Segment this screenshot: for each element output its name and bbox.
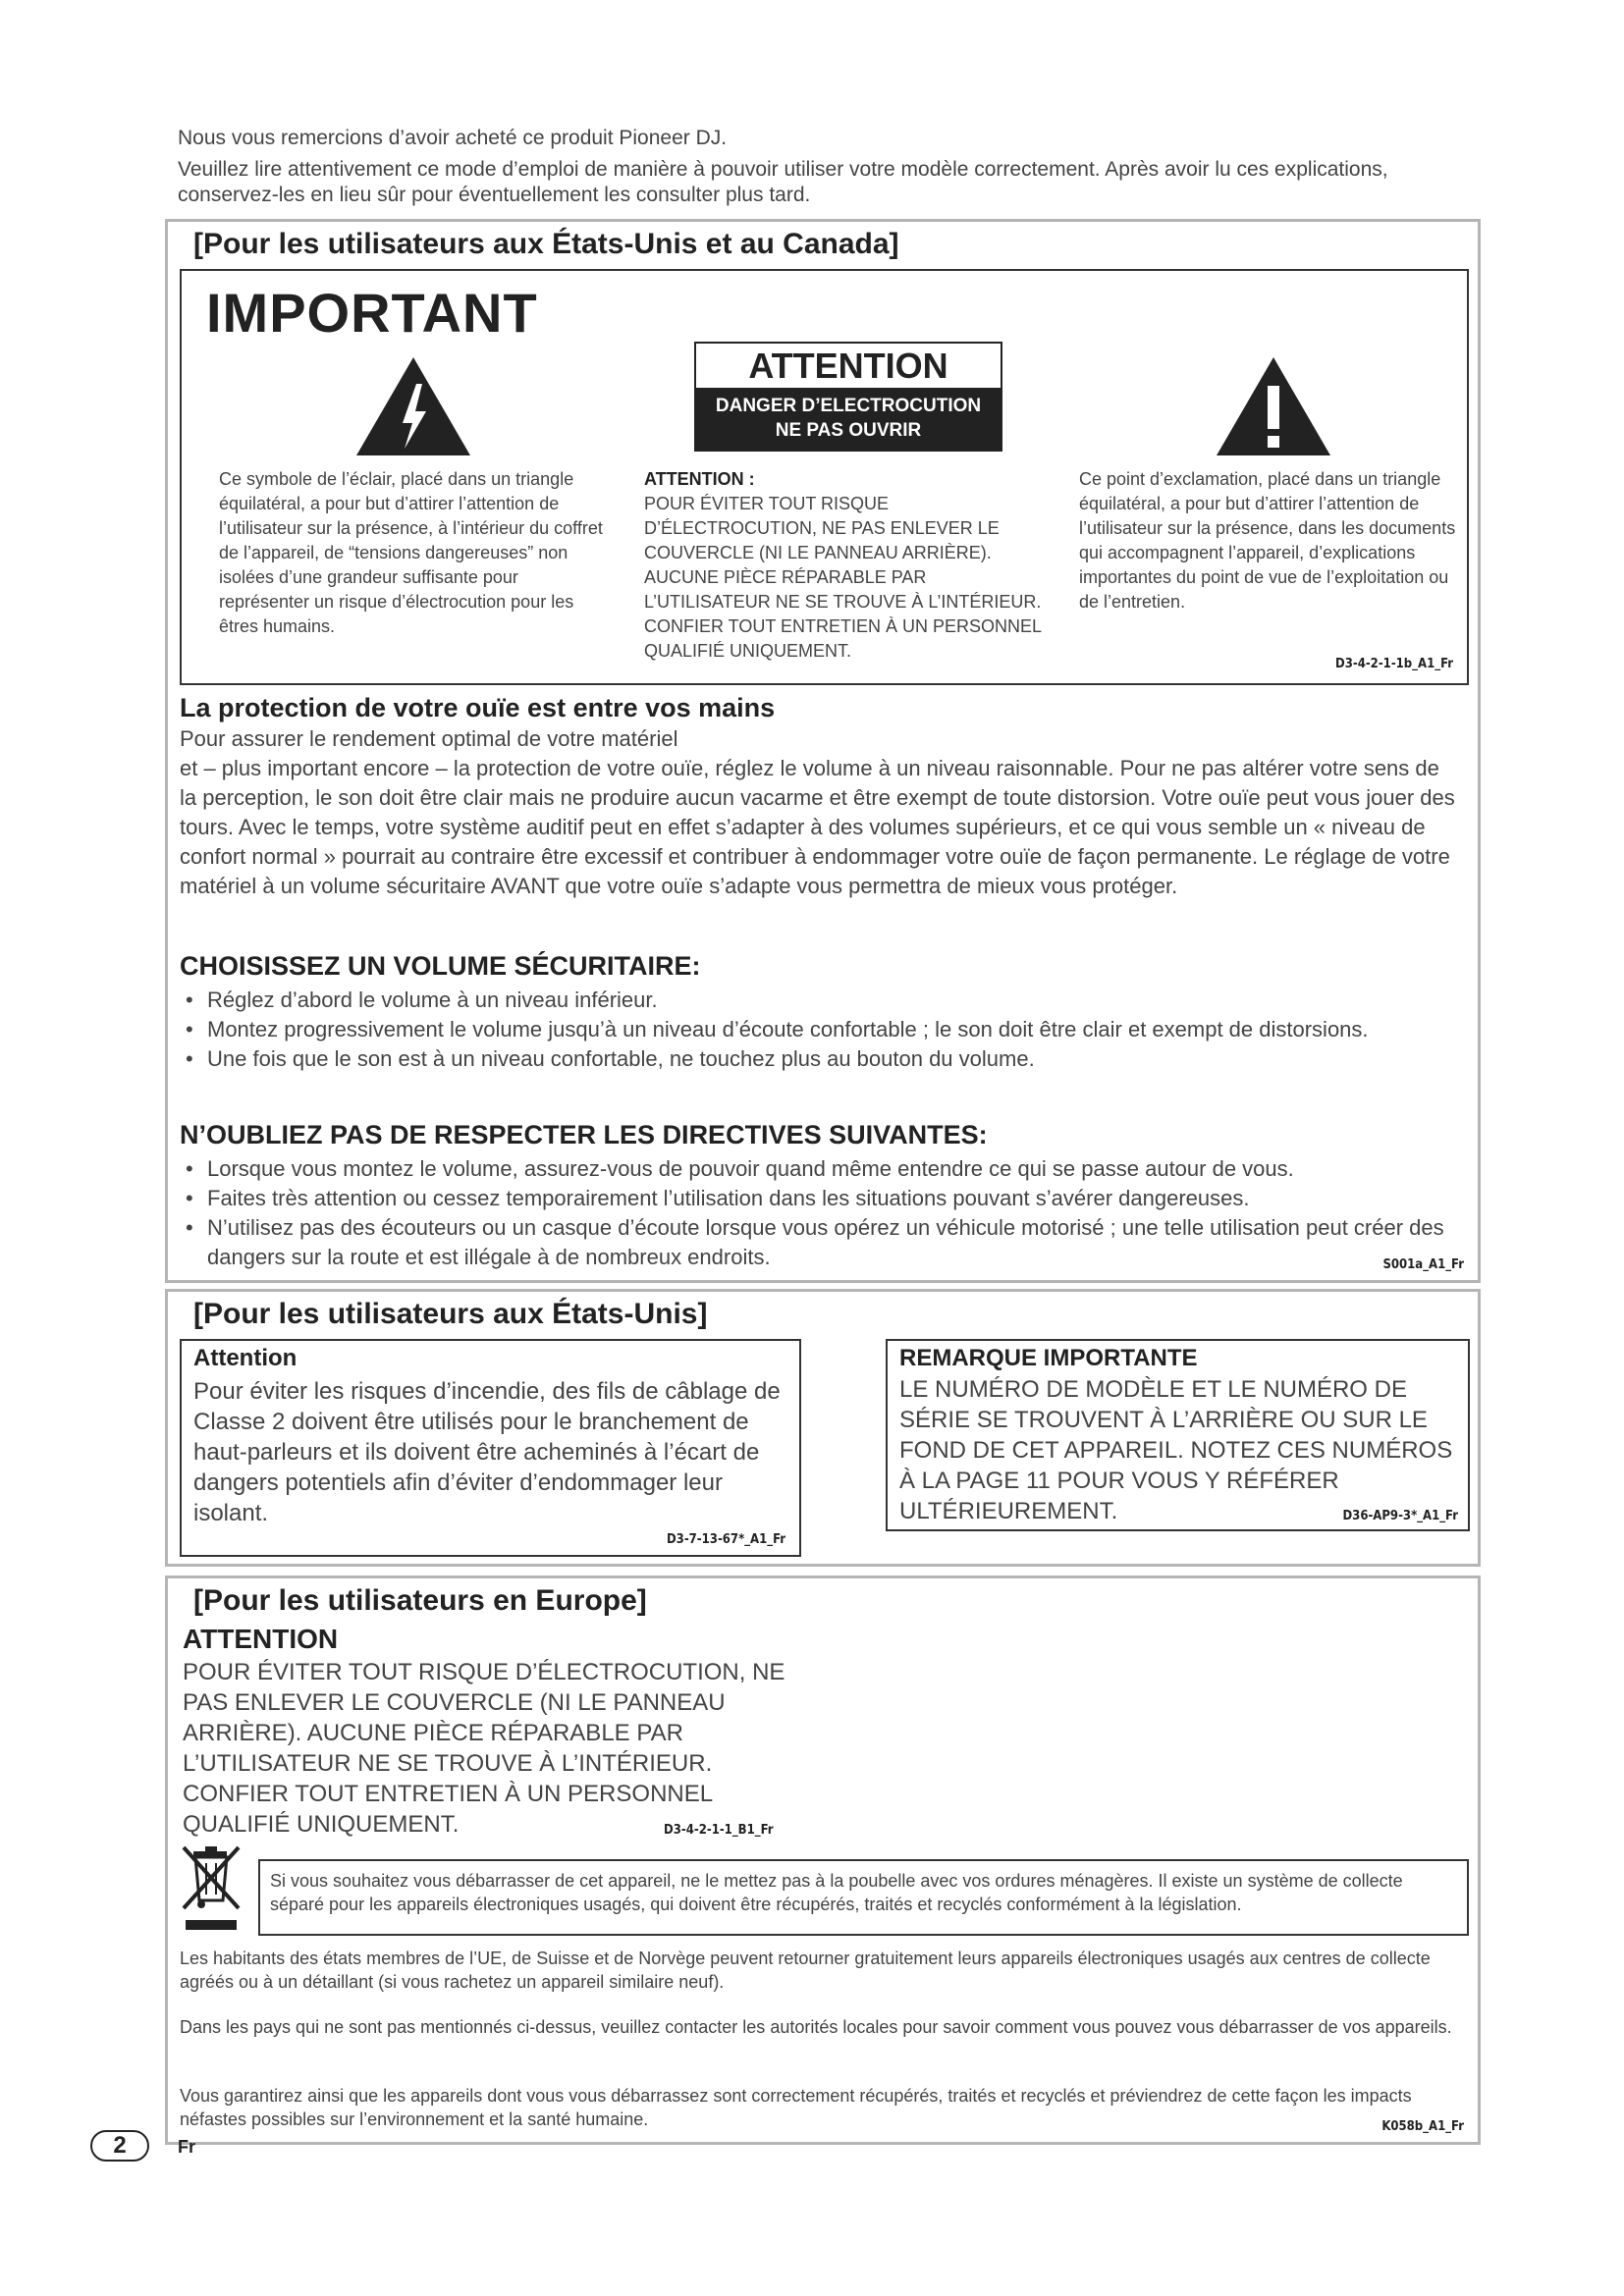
rules-title: N’OUBLIEZ PAS DE RESPECTER LES DIRECTIVES SUIVANTES: [180, 1120, 988, 1149]
exclamation-warning-icon [1214, 354, 1333, 458]
section-title-us: [Pour les utilisateurs aux États-Unis] [193, 1298, 708, 1330]
language-code: Fr [178, 2137, 195, 2157]
ref-code: S001a_A1_Fr [1382, 1257, 1464, 1272]
crossed-bin-icon [180, 1843, 243, 1932]
hearing-text: Pour assurer le rendement optimal de votre matériel et – plus important encore – la protection de votre ouïe, réglez le volume à un niveau raisonnable. Pour ne pas altérer votre sens de la perception, le son doit être clair mais ne produire aucun vacarme et être exempt de toute distorsion. Votre ouïe peut vous jouer des tours. Avec le temps, votre système auditif peut en effet s’adapter à des volumes supérieurs, et ce qui vous semble un « niveau de confort normal » pourrait au contraire être excessif et contribuer à endommager votre ouïe de façon permanente. Le réglage de votre matériel à un volume sécuritaire AVANT que votre ouïe s’adapte vous permettra de mieux vous protéger. [180, 726, 1455, 898]
section-title-us-canada: [Pour les utilisateurs aux États-Unis et au Canada] [193, 228, 899, 260]
ref-code: D36-AP9-3*_A1_Fr [1342, 1509, 1458, 1523]
section-us-canada [165, 219, 1481, 1283]
intro-line-2: Veuillez lire attentivement ce mode d’emploi de manière à pouvoir utiliser votre modèle correctement. Après avoir lu ces explications, conservez-les en lieu sûr pour éventuellement les consulter plus tard. [178, 158, 1388, 206]
europe-paragraph-2: Dans les pays qui ne sont pas mentionnés ci-dessus, veuillez contacter les autorités locales pour savoir comment vous pouvez vous débarrasser de vos appareils. [180, 2017, 1452, 2037]
attention-description [644, 467, 1042, 664]
attention-label-head: ATTENTION [748, 346, 948, 386]
intro-line-1: Nous vous remercions d’avoir acheté ce produit Pioneer DJ. [178, 127, 728, 149]
weee-notice-box [258, 1859, 1469, 1936]
attention-description-text: POUR ÉVITER TOUT RISQUE D’ÉLECTROCUTION, NE PAS ENLEVER LE COUVERCLE (NI LE PANNEAU ARRIÈRE). AUCUNE PIÈCE RÉPARABLE PAR L’UTILISATEUR NE SE TROUVE À L’INTÉRIEUR. CONFIER TOUT ENTRETIEN À UN PERSONNEL QUALIFIÉ UNIQUEMENT. [644, 494, 1042, 661]
important-box [180, 269, 1469, 685]
lightning-warning-icon [353, 354, 473, 458]
attention-description-head: ATTENTION : [644, 469, 755, 489]
exclamation-description: Ce point d’exclamation, placé dans un triangle équilatéral, a pour but d’attirer l’attention de l’utilisateur sur la présence, dans les documents qui accompagnent l’appareil, d’explications importantes du point de vue de l’exploitation ou de l’entretien. [1079, 469, 1456, 612]
important-note-box [886, 1339, 1470, 1531]
important-note-text: LE NUMÉRO DE MODÈLE ET LE NUMÉRO DE SÉRIE SE TROUVENT À L’ARRIÈRE OU SUR LE FOND DE CET APPAREIL. NOTEZ CES NUMÉROS À LA PAGE 11 POUR VOUS Y RÉFÉRER ULTÉRIEUREMENT. [899, 1376, 1453, 1524]
ref-code: D3-7-13-67*_A1_Fr [666, 1532, 785, 1547]
europe-paragraph-3: Vous garantirez ainsi que les appareils dont vous vous débarrassez sont correctement récupérés, traités et recyclés et préviendrez de cette façon les impacts néfastes possibles sur l’environnement et la santé humaine. [180, 2086, 1412, 2129]
weee-notice-text: Si vous souhaitez vous débarrasser de cet appareil, ne le mettez pas à la poubelle avec vos ordures ménagères. Il existe un système de collecte séparé pour les appareils électroniques usagés, qui doivent être récupérés, traités et recyclés conformément à la législation. [270, 1871, 1403, 1914]
ref-code: K058b_A1_Fr [1381, 2119, 1464, 2134]
rules-list [180, 1154, 1461, 1272]
attention-label-line-1: DANGER D’ELECTROCUTION [715, 396, 982, 416]
list-item: • Une fois que le son est à un niveau confortable, ne touchez plus au bouton du volume. [180, 1044, 1461, 1074]
attention-label-dark [696, 388, 1001, 450]
safe-volume-title: CHOISISSEZ UN VOLUME SÉCURITAIRE: [180, 951, 701, 981]
attention-label [694, 342, 1002, 452]
list-item: • N’utilisez pas des écouteurs ou un casque d’écoute lorsque vous opérez un véhicule motorisé ; une telle utilisation peut créer des dangers sur la route et est illégale à de nombreux endroits. [180, 1213, 1461, 1272]
europe-attention-head: ATTENTION [183, 1624, 339, 1654]
list-item: • Lorsque vous montez le volume, assurez-vous de pouvoir quand même entendre ce qui se passe autour de vous. [180, 1154, 1461, 1184]
section-europe [165, 1575, 1481, 2145]
attention-text: Pour éviter les risques d’incendie, des fils de câblage de Classe 2 doivent être utilisés pour le branchement de haut-parleurs et ils doivent être acheminés à l’écart de dangers potentiels afin d’éviter d’endommager leur isolant. [193, 1378, 781, 1526]
intro [178, 126, 1454, 208]
list-item: • Faites très attention ou cessez temporairement l’utilisation dans les situations pouvant s’avérer dangereuses. [180, 1184, 1461, 1213]
ref-code: D3-4-2-1-1b_A1_Fr [1334, 657, 1453, 671]
attention-label-line-2: NE PAS OUVRIR [775, 420, 922, 441]
europe-attention-text: POUR ÉVITER TOUT RISQUE D’ÉLECTROCUTION, NE PAS ENLEVER LE COUVERCLE (NI LE PANNEAU ARRIÈRE). AUCUNE PIÈCE RÉPARABLE PAR L’UTILISATEUR NE SE TROUVE À L’INTÉRIEUR. CONFIER TOUT ENTRETIEN À UN PERSONNEL QUALIFIÉ UNIQUEMENT. [183, 1659, 785, 1838]
ref-code: D3-4-2-1-1_B1_Fr [664, 1823, 774, 1838]
attention-box [180, 1339, 801, 1557]
lightning-description: Ce symbole de l’éclair, placé dans un triangle équilatéral, a pour but d’attirer l’attention de l’utilisateur sur la présence, à l’intérieur du coffret de l’appareil, de “tensions dangereuses” non isolées d’une grandeur suffisante pour représenter un risque d’électrocution pour les êtres humains. [219, 469, 603, 636]
section-title-europe: [Pour les utilisateurs en Europe] [193, 1584, 647, 1617]
important-title: IMPORTANT [206, 282, 538, 344]
list-item: • Réglez d’abord le volume à un niveau inférieur. [180, 986, 1461, 1015]
safe-volume-list [180, 986, 1461, 1074]
list-item: • Montez progressivement le volume jusqu’à un niveau d’écoute confortable ; le son doit être clair et exempt de distorsions. [180, 1015, 1461, 1044]
important-note-head: REMARQUE IMPORTANTE [899, 1345, 1198, 1371]
attention-head: Attention [193, 1345, 298, 1371]
hearing-title: La protection de votre ouïe est entre vos mains [180, 693, 776, 722]
section-us [165, 1289, 1481, 1567]
europe-paragraph-1: Les habitants des états membres de l’UE, de Suisse et de Norvège peuvent retourner gratuitement leurs appareils électroniques usagés aux centres de collecte agréés ou à un détaillant (si vous rachetez un appareil similaire neuf). [180, 1949, 1431, 1992]
page-number: 2 [90, 2130, 149, 2162]
